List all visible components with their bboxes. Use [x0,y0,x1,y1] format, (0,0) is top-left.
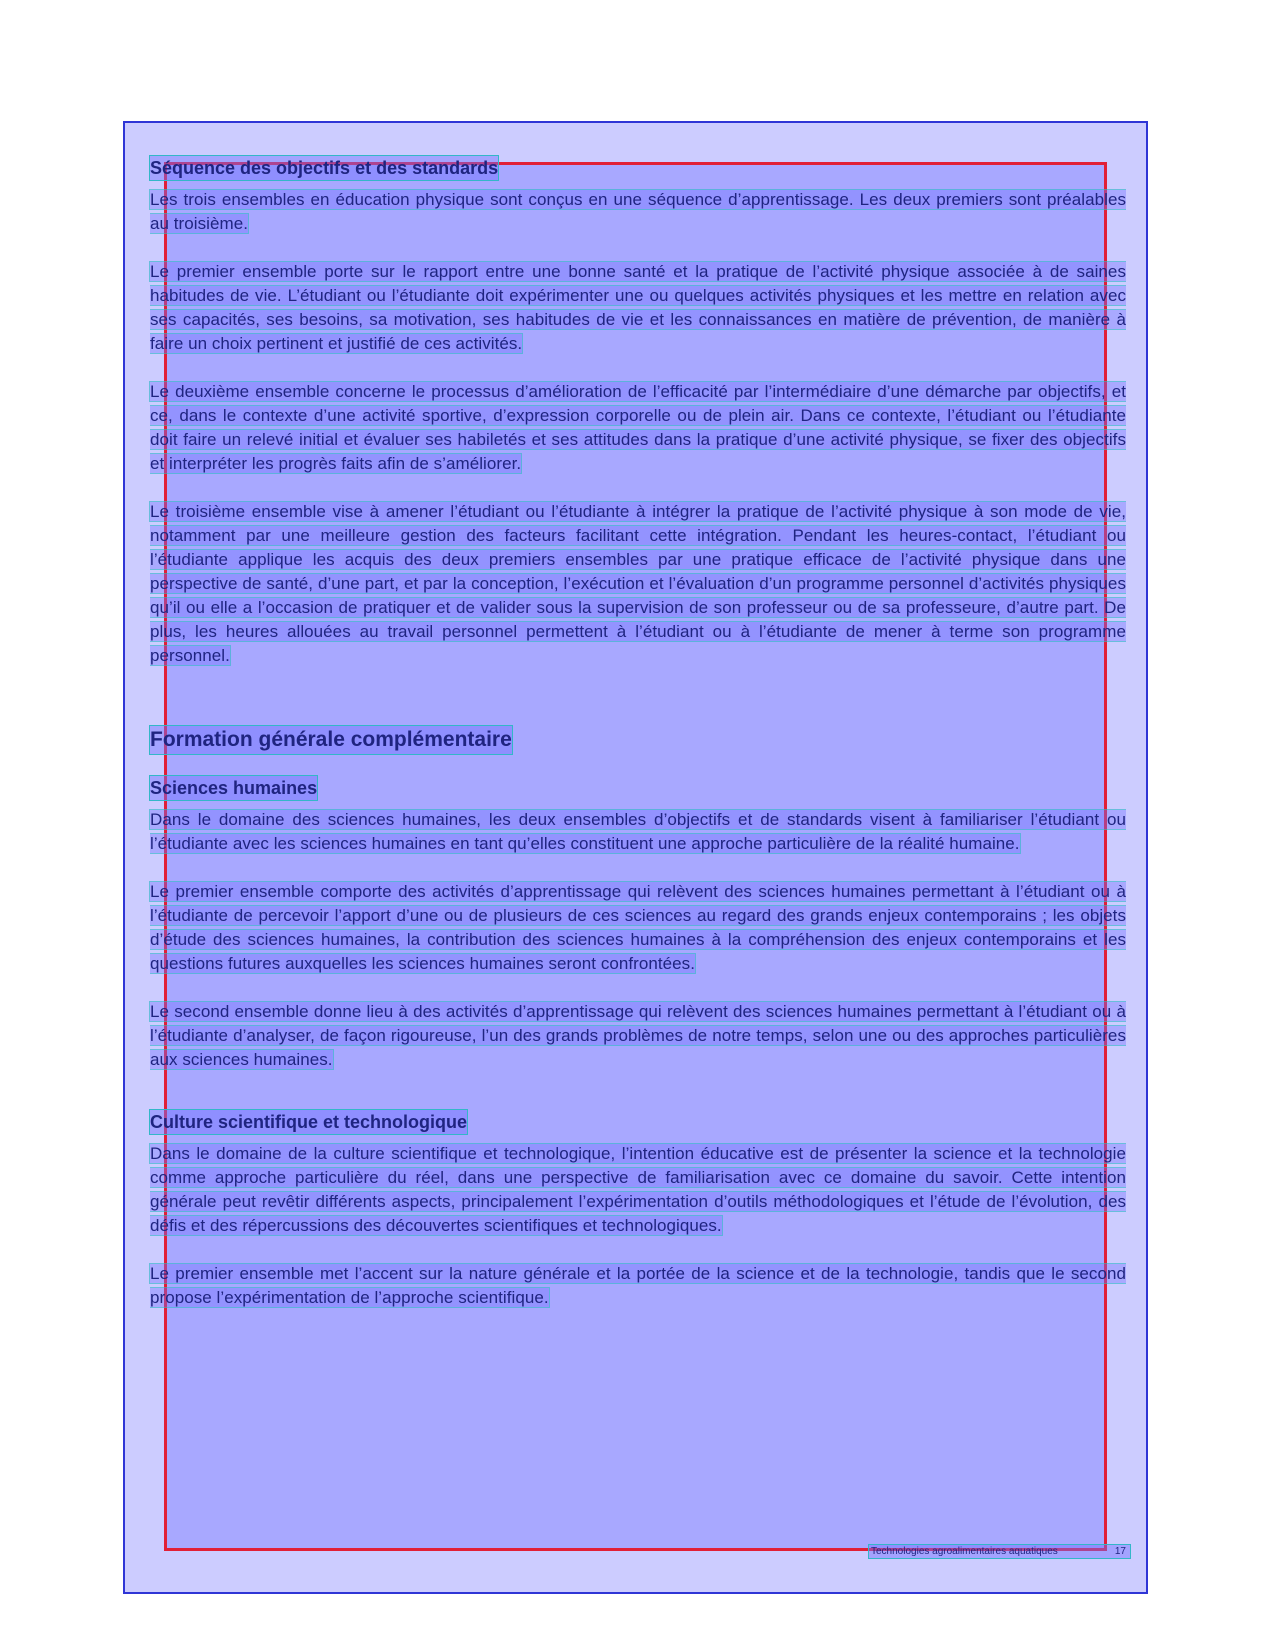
paragraph-sequence-3 [150,380,1126,476]
section-heading-sciences: Sciences humaines [150,778,318,798]
footer-document-title: Technologies agroalimentaires aquatiques [871,1546,1058,1557]
paragraph-text: Le troisième ensemble vise à amener l’étudiant ou l’étudiante à intégrer la pratique de l’activité physique à son mode de vie, notamment par une meilleure gestion des facteurs facilitant cette intégration. Pendant les heures-contact, l’étudiant ou l’étudiante applique les acquis des deux premiers ensembles par une pratique efficace de l’activité physique dans une perspective de santé, d’une part, et par la conception, l’exécution et l’évaluation d’un programme personnel d’activités physiques qu’il ou elle a l’occasion de pratiquer et de valider sous la supervision de son professeur ou de sa professeure, d’autre part. De plus, les heures allouées au travail personnel permettent à l’étudiant ou à l’étudiante de mener à terme son programme personnel. [150,502,1126,665]
paragraph-sequence-2 [150,260,1126,356]
paragraph-text: Le second ensemble donne lieu à des activités d’apprentissage qui relèvent des sciences humaines permettant à l’étudiant ou à l’étudiante d’analyser, de façon rigoureuse, l’un des grands problèmes de notre temps, selon une ou des approches particulières aux sciences humaines. [150,1002,1126,1069]
paragraph-culture-2 [150,1262,1126,1310]
paragraph-text: Dans le domaine des sciences humaines, les deux ensembles d’objectifs et de standards visent à familiariser l’étudiant ou l’étudiante avec les sciences humaines en tant qu’elles constituent une approche particulière de la réalité humaine. [150,810,1126,853]
section-heading-culture: Culture scientifique et technologique [150,1112,468,1132]
paragraph-text: Le deuxième ensemble concerne le processus d’amélioration de l’efficacité par l’intermédiaire d’une démarche par objectifs, et ce, dans le contexte d’une activité sportive, d’expression corporelle ou de plein air. Dans ce contexte, l’étudiant ou l’étudiante doit faire un relevé initial et évaluer ses habiletés et ses attitudes dans la pratique d’une activité physique, se fixer des objectifs et interpréter les progrès faits afin de s’améliorer. [150,382,1126,473]
paragraph-text: Le premier ensemble porte sur le rapport entre une bonne santé et la pratique de l’activité physique associée à de saines habitudes de vie. L’étudiant ou l’étudiante doit expérimenter une ou quelques activités physiques et les mettre en relation avec ses capacités, ses besoins, sa motivation, ses habitudes de vie et les connaissances en matière de prévention, de manière à faire un choix pertinent et justifié de ces activités. [150,262,1126,353]
section-heading-formation: Formation générale complémentaire [150,726,512,754]
section-spacer [150,1096,1126,1110]
section-heading-sequence: Séquence des objectifs et des standards [150,158,499,178]
section-formation [150,692,1126,776]
document-content [150,156,1126,1334]
page-footer [869,1545,1130,1558]
paragraph-sciences-1 [150,808,1126,856]
paragraph-text: Le premier ensemble met l’accent sur la nature générale et la portée de la science et de la technologie, tandis que le second propose l’expérimentation de l’approche scientifique. [150,1264,1126,1307]
paragraph-text: Les trois ensembles en éducation physique sont conçus en une séquence d’apprentissage. Les deux premiers sont préalables au troisième. [150,190,1126,233]
paragraph-text: Dans le domaine de la culture scientifique et technologique, l’intention éducative est de présenter la science et la technologie comme approche particulière du réel, dans une perspective de familiarisation avec ce domaine du savoir. Cette intention générale peut revêtir différents aspects, principalement l’expérimentation d’outils méthodologiques et l’étude de l’évolution, des défis et des répercussions des découvertes scientifiques et technologiques. [150,1144,1126,1235]
section-sequence [150,156,1126,668]
section-culture [150,1110,1126,1310]
paragraph-sequence-4 [150,500,1126,668]
paragraph-culture-1 [150,1142,1126,1238]
paragraph-text: Le premier ensemble comporte des activités d’apprentissage qui relèvent des sciences humaines permettant à l’étudiant ou à l’étudiante de percevoir l’apport d’une ou de plusieurs de ces sciences au regard des grands enjeux contemporains ; les objets d’étude des sciences humaines, la contribution des sciences humaines à la compréhension des enjeux contemporains et les questions futures auxquelles les sciences humaines seront confrontées. [150,882,1126,973]
section-sciences [150,776,1126,1072]
footer-page-number: 17 [1114,1546,1126,1557]
paragraph-sequence-1 [150,188,1126,236]
paragraph-sciences-2 [150,880,1126,976]
paragraph-sciences-3 [150,1000,1126,1072]
